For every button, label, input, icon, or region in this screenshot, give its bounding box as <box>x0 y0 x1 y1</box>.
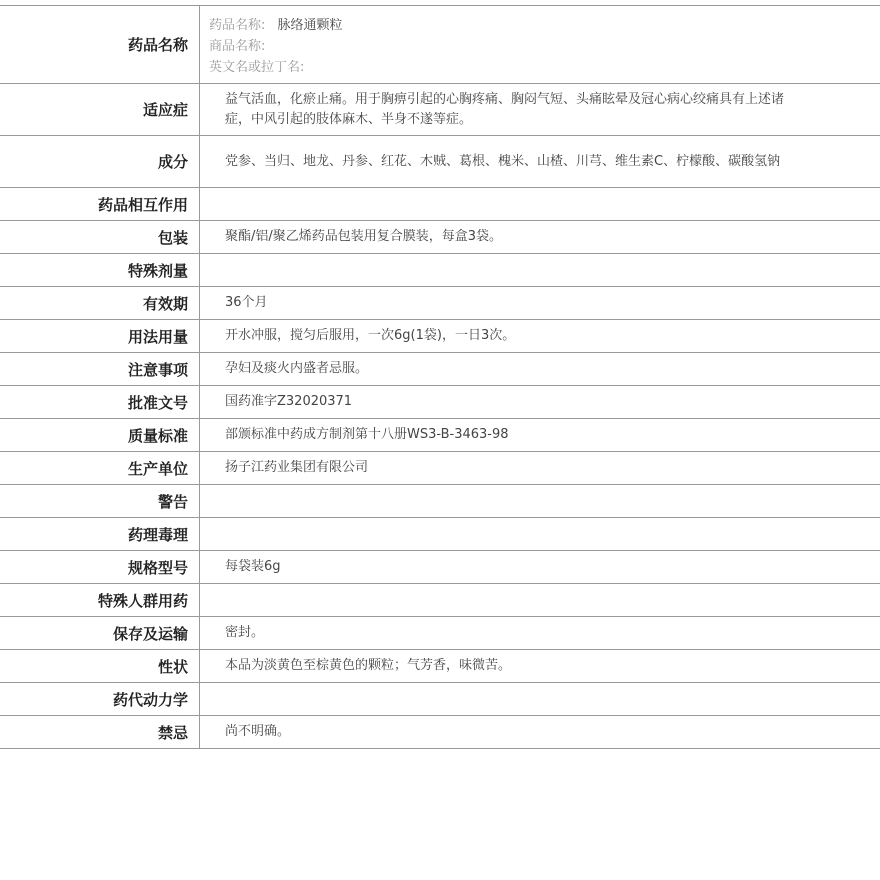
row-label: 包装 <box>0 221 200 253</box>
row-value <box>200 452 880 484</box>
trade-name-key: 商品名称: <box>209 39 266 54</box>
row-value-text: 密封。 <box>225 625 265 640</box>
row-indications <box>0 84 880 136</box>
row-value <box>200 188 880 220</box>
drug-name-values <box>200 6 880 83</box>
row-value <box>200 84 880 135</box>
row-value <box>200 716 880 748</box>
row-value <box>200 287 880 319</box>
row-label: 成分 <box>0 136 200 187</box>
row-value-text: 聚酯/铝/聚乙烯药品包装用复合膜装，每盒3袋。 <box>225 229 503 244</box>
row-interactions <box>0 188 880 221</box>
row-label: 生产单位 <box>0 452 200 484</box>
row-value <box>200 617 880 649</box>
row-value <box>200 551 880 583</box>
row-value <box>200 136 880 187</box>
row-value <box>200 650 880 682</box>
row-label: 保存及运输 <box>0 617 200 649</box>
row-value-text: 党参、当归、地龙、丹参、红花、木贼、葛根、槐米、山楂、川芎、维生素C、柠檬酸、碳酸氢钠 <box>225 153 781 169</box>
row-quality-standard <box>0 419 880 452</box>
row-label: 用法用量 <box>0 320 200 352</box>
row-label: 质量标准 <box>0 419 200 451</box>
row-label: 性状 <box>0 650 200 682</box>
row-warning <box>0 485 880 518</box>
row-ingredients <box>0 136 880 188</box>
row-value <box>200 221 880 253</box>
row-shelf-life <box>0 287 880 320</box>
row-value <box>200 683 880 715</box>
row-pharmacokinetics <box>0 683 880 716</box>
row-label: 批准文号 <box>0 386 200 418</box>
row-label: 有效期 <box>0 287 200 319</box>
generic-name-key: 药品名称: <box>209 18 266 33</box>
row-usage-dosage <box>0 320 880 353</box>
generic-name-value: 脉络通颗粒 <box>277 18 343 33</box>
row-drug-name <box>0 6 880 84</box>
row-label: 特殊人群用药 <box>0 584 200 616</box>
row-contraindications <box>0 716 880 749</box>
row-value-text: 扬子江药业集团有限公司 <box>225 460 369 475</box>
row-value-text: 每袋装6g <box>225 559 281 574</box>
row-value <box>200 584 880 616</box>
row-value-text: 尚不明确。 <box>225 724 291 739</box>
english-name-line <box>209 57 304 78</box>
row-label: 规格型号 <box>0 551 200 583</box>
row-label: 禁忌 <box>0 716 200 748</box>
trade-name-line <box>209 36 265 57</box>
row-special-dosage <box>0 254 880 287</box>
row-special-populations <box>0 584 880 617</box>
row-label: 注意事项 <box>0 353 200 385</box>
row-value <box>200 254 880 286</box>
row-label: 特殊剂量 <box>0 254 200 286</box>
row-packaging <box>0 221 880 254</box>
row-value <box>200 518 880 550</box>
row-value-text: 益气活血，化瘀止痛。用于胸痹引起的心胸疼痛、胸闷气短、头痛眩晕及冠心病心绞痛具有上述诸症，中风引起的肢体麻木、半身不遂等症。 <box>225 91 785 127</box>
row-label: 警告 <box>0 485 200 517</box>
row-label: 适应症 <box>0 84 200 135</box>
row-value <box>200 353 880 385</box>
row-value <box>200 320 880 352</box>
row-pharmacology-toxicology <box>0 518 880 551</box>
row-value-text: 部颁标准中药成方制剂第十八册WS3-B-3463-98 <box>225 427 509 442</box>
row-value-text: 开水冲服，搅匀后服用，一次6g(1袋)，一日3次。 <box>225 328 516 343</box>
row-label: 药品相互作用 <box>0 188 200 220</box>
row-value-text: 孕妇及痰火内盛者忌服。 <box>225 361 369 376</box>
row-description <box>0 650 880 683</box>
row-manufacturer <box>0 452 880 485</box>
row-label: 药品名称 <box>0 6 200 83</box>
generic-name-line <box>209 15 343 36</box>
drug-info-table <box>0 5 880 749</box>
row-value-text: 36个月 <box>225 295 268 310</box>
english-name-key: 英文名或拉丁名: <box>209 60 305 75</box>
row-value <box>200 485 880 517</box>
row-precautions <box>0 353 880 386</box>
row-specification <box>0 551 880 584</box>
row-approval-number <box>0 386 880 419</box>
row-value <box>200 419 880 451</box>
row-value-text: 本品为淡黄色至棕黄色的颗粒；气芳香，味微苦。 <box>225 658 512 673</box>
row-storage-transport <box>0 617 880 650</box>
row-label: 药理毒理 <box>0 518 200 550</box>
row-value-text: 国药准字Z32020371 <box>225 394 353 409</box>
row-value <box>200 386 880 418</box>
row-label: 药代动力学 <box>0 683 200 715</box>
